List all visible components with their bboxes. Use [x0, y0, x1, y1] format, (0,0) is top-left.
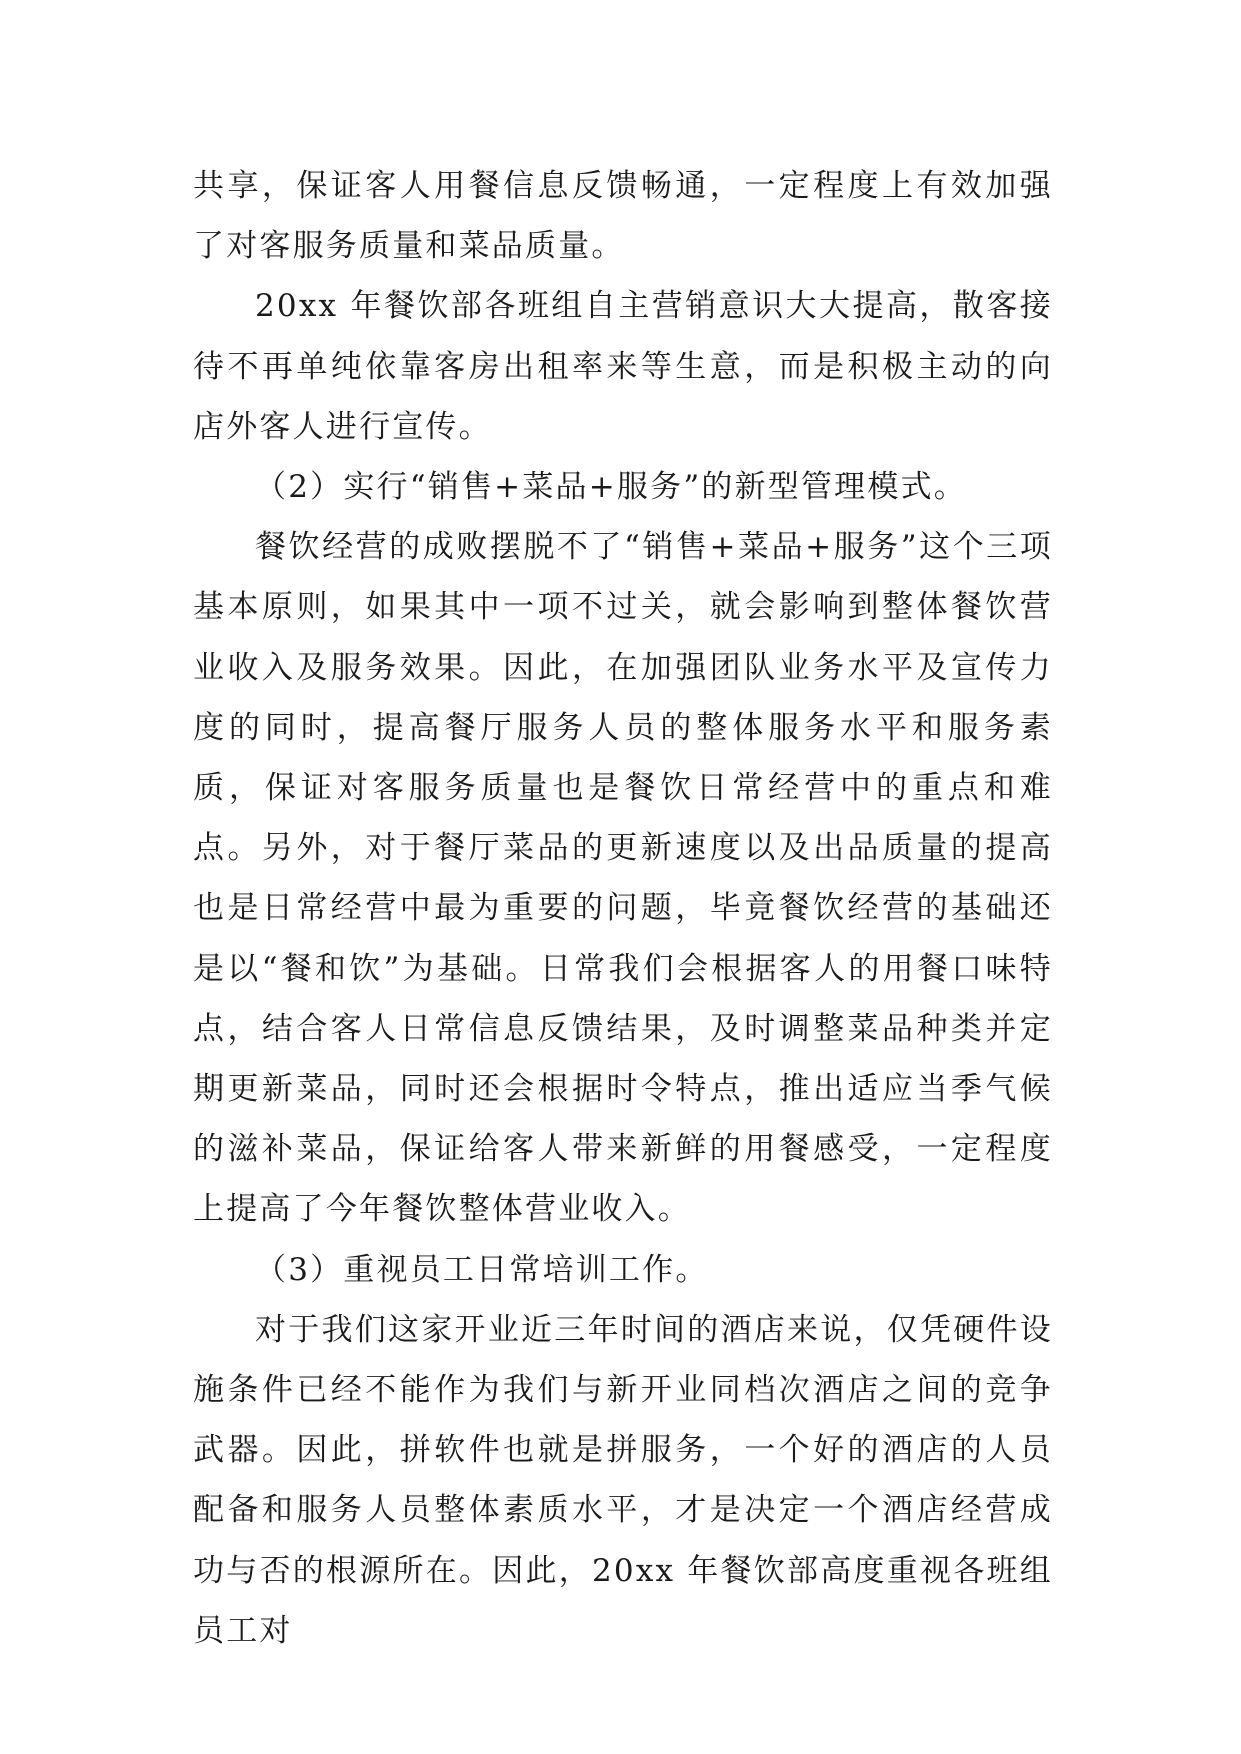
- paragraph-marketing-awareness: 20xx 年餐饮部各班组自主营销意识大大提高，散客接待不再单纯依靠客房出租率来等生意，而是积极主动的向店外客人进行宣传。: [193, 288, 1053, 445]
- paragraph-management-model: 餐饮经营的成败摆脱不了“销售+菜品+服务”这个三项基本原则，如果其中一项不过关，就会影响到整体餐饮营业收入及服务效果。因此，在加强团队业务水平及宣传力度的同时，提高餐厅服务人员的整体服务水平和服务素质，保证对客服务质量也是餐饮日常经营中的重点和难点。另外，对于餐厅菜品的更新速度以及出品质量的提高也是日常经营中最为重要的问题，毕竟餐饮经营的基础还是以“餐和饮”为基础。日常我们会根据客人的用餐口味特点，结合客人日常信息反馈结果，及时调整菜品种类并定期更新菜品，同时还会根据时令特点，推出适应当季气候的滋补菜品，保证给客人带来新鲜的用餐感受，一定程度上提高了今年餐饮整体营业收入。: [193, 529, 1053, 1228]
- section-heading-3: （3）重视员工日常培训工作。: [255, 1251, 709, 1288]
- paragraph-continuation: 共享，保证客人用餐信息反馈畅通，一定程度上有效加强了对客服务质量和菜品质量。: [193, 168, 1053, 265]
- section-heading-2: （2）实行“销售+菜品+服务”的新型管理模式。: [255, 469, 967, 506]
- document-body: [193, 156, 1053, 1661]
- paragraph-staff-training: 对于我们这家开业近三年时间的酒店来说，仅凭硬件设施条件已经不能作为我们与新开业同档次酒店之间的竞争武器。因此，拼软件也就是拼服务，一个好的酒店的人员配备和服务人员整体素质水平，才是决定一个酒店经营成功与否的根源所在。因此，20xx 年餐饮部高度重视各班组员工对: [193, 1311, 1053, 1649]
